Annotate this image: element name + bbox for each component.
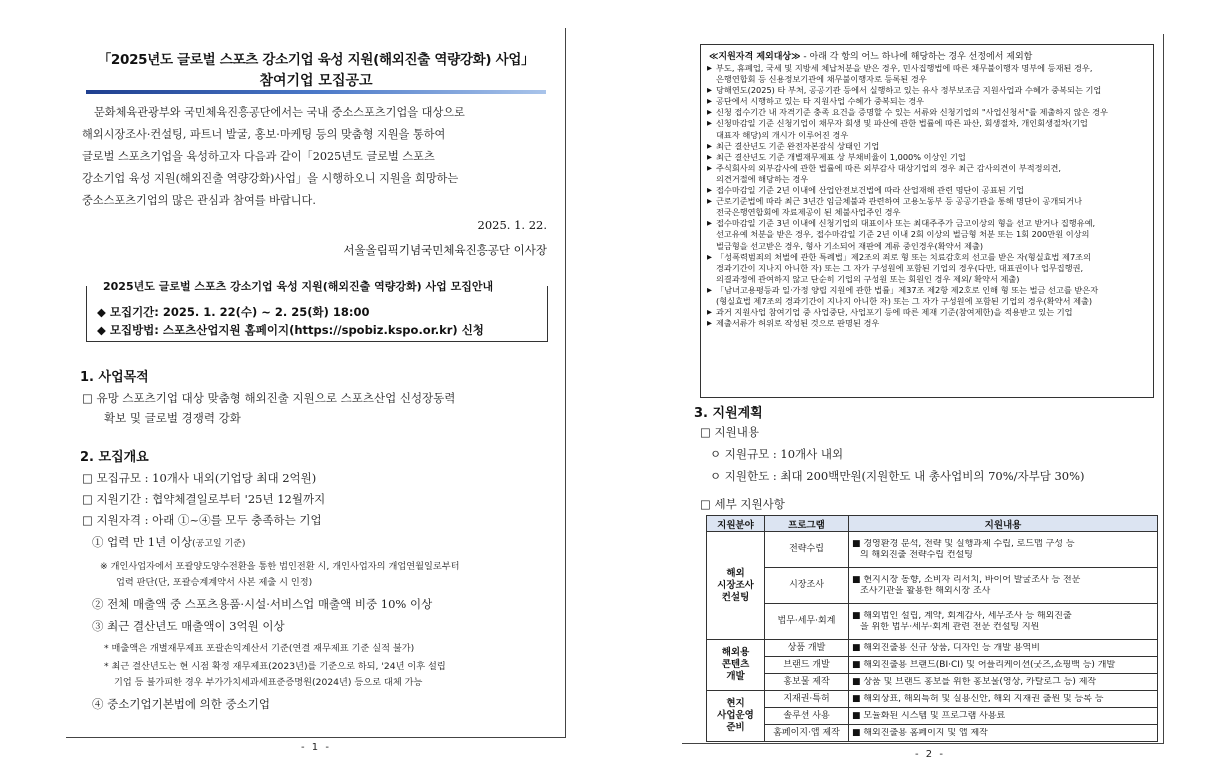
support-period: □ 지원기간 : 협약체결일로부터 '25년 12월까지 (82, 492, 326, 506)
exclusion-line: ▶ 부도, 휴폐업, 국세 및 지방세 체납처분을 받은 경우, 민사집행법에 따른 채무불이행자 명부에 등재된 경우, (716, 63, 1093, 73)
exclusion-line: ▶ 공단에서 시행하고 있는 타 지원사업 수혜가 중복되는 경우 (716, 96, 925, 107)
table-row (707, 708, 1158, 725)
support-detail-table (706, 515, 1158, 742)
exclusion-line: ▶ 최근 결산년도 기준 개별재무제표 상 부채비율이 1,000% 이상인 기업 (716, 151, 966, 162)
program-cell: 상품 개발 (765, 640, 849, 657)
announcement-date: 2025. 1. 22. (477, 218, 547, 232)
exclusion-line: ▶ 근로기준법에 따라 최근 3년간 임금체불과 관련하여 고용노동부 등 공공기관을 통해 명단이 공개되거나 (716, 196, 1083, 207)
support-field-label: 컨설팅 (721, 591, 750, 603)
content-line: 을 위한 법무·세무·회계 관련 전문 컨설팅 지원 (860, 621, 1040, 632)
exclusion-title (709, 49, 1032, 62)
exclusion-line: 선고유예 처분을 받은 경우, 접수마감일 기준 2년 이내 2회 이상의 벌금형 처분 또는 1회 200만원 이상의 (716, 229, 1090, 240)
intro-line: 문화체육관광부와 국민체육진흥공단에서는 국내 중소스포츠기업을 대상으로 (94, 106, 465, 119)
content-cell (849, 691, 1158, 708)
support-field-cell (707, 532, 765, 640)
purpose-line: □ 유망 스포츠기업 대상 맞춤형 해외진출 지원으로 스포츠산업 신성장동력 (82, 391, 456, 405)
exclusion-line: ▶ 「성폭력범죄의 처벌에 관한 특례법」제2조의 죄로 형 또는 치료감호의 선고를 받은 자(형실효법 제7조의 (716, 251, 1091, 262)
program-cell: 홈페이지·앱 제작 (765, 725, 849, 742)
qualification-item-1-sub: (공고일 기준) (192, 539, 246, 549)
notice-header: 2025년도 글로벌 스포츠 강소기업 육성 지원(해외진출 역량강화) 사업 모집안내 (99, 278, 497, 294)
table-row (707, 568, 1158, 604)
exclusion-line: ▶ 접수마감일 기준 3년 이내에 신청기업의 대표이사 또는 최대주주가 금고이상의 형을 선고 받거나 집행유예, (716, 218, 1096, 229)
table-row (707, 674, 1158, 691)
exclusion-item (707, 185, 1151, 196)
exclusion-line: 의결과정에 관여하지 않고 단순히 기업의 구성원 또는 회원인 경우 제외/ 확약서 제출) (716, 273, 1020, 284)
intro-paragraph (82, 102, 552, 212)
support-content-heading: □ 지원내용 (700, 425, 759, 439)
content-cell (849, 708, 1158, 725)
document-page-1 (66, 28, 566, 738)
content-line: ■ 해외진출용 신규 상품, 디자인 등 개발 용역비 (852, 642, 1040, 653)
intro-line: 강소기업 육성 지원(해외진출 역량강화)사업」을 시행하오니 지원을 희망하는 (82, 172, 459, 185)
qualification-note: * 매출액은 개별재무제표 포괄손익계산서 기준(연결 재무제표 기준 실적 불가) (104, 643, 415, 654)
support-field-cell (707, 640, 765, 691)
exclusion-line: (형실효법 제7조의 경과기간이 지나지 아니한 자) 또는 그 자가 구성원에 포함된 기업의 경우(확약서 제출) (716, 295, 1093, 306)
exclusion-line: 대표자 해당)의 개시가 이루어진 경우 (716, 129, 849, 140)
exclusion-line: ▶ 「남녀고용평등과 일·가정 양립 지원에 관한 법률」제37조 제2항 제2호로 인해 형 또는 벌금 선고를 받은자 (716, 284, 1099, 295)
exclusion-item (707, 252, 1151, 285)
qualification-note: 업력 판단(단, 포괄승계계약서 사본 제출 시 인정) (116, 577, 313, 588)
page-number: - 1 - (301, 742, 331, 753)
exclusion-item (707, 218, 1151, 251)
content-line: ■ 해외법인 설립, 계약, 회계감사, 세무조사 등 해외진출 (852, 610, 1072, 621)
announcement-signer: 서울올림픽기념국민체육진흥공단 이사장 (343, 243, 547, 257)
announcement-subtitle: 참여기업 모집공고 (259, 73, 373, 89)
content-line: ■ 해외진출용 홈페이지 및 앱 제작 (852, 727, 988, 738)
support-field-label: 해외용 (721, 647, 750, 658)
qualification-item-2: ② 전체 매출액 중 스포츠용품·시설·서비스업 매출액 비중 10% 이상 (92, 597, 433, 611)
exclusion-item (707, 307, 1151, 318)
exclusion-line: ▶ 주식회사의 외부감사에 관한 법률에 따른 외부감사 대상기업의 경우 최근 감사의견이 부적정의견, (716, 162, 1061, 173)
exclusion-item (707, 85, 1151, 96)
support-field-label: 사업운영 (717, 710, 754, 721)
exclusion-line: 전국은행연합회에 자료제공이 된 체불사업주인 경우 (716, 207, 901, 218)
exclusion-line: 의견거절에 해당하는 경우 (716, 173, 809, 184)
document-page-2 (682, 34, 1164, 744)
table-row (707, 604, 1158, 640)
content-line: ■ 해외진출용 브랜드(BI·CI) 및 어플리케이션(굿즈,쇼핑백 등) 개발 (852, 659, 1116, 670)
recruit-scale: □ 모집규모 : 10개사 내외(기업당 최대 2억원) (82, 471, 317, 485)
program-cell: 홍보물 제작 (765, 674, 849, 691)
support-scale: ㅇ 지원규모 : 10개사 내외 (710, 447, 844, 461)
announcement-title: 「2025년도 글로벌 스포츠 강소기업 육성 지원(해외진출 역량강화) 사업」 (97, 52, 535, 68)
content-cell (849, 640, 1158, 657)
content-cell (849, 604, 1158, 640)
qualification-note: * 최근 결산년도는 현 시점 확정 재무제표(2023년)를 기준으로 하되, '24년 이후 설립 (104, 661, 446, 672)
recruitment-notice-box (86, 280, 548, 342)
content-line: 조사기관을 활용한 해외시장 조사 (860, 585, 991, 596)
content-line: ■ 상품 및 브랜드 홍보를 위한 홍보물(영상, 카탈로그 등) 제작 (852, 676, 1097, 687)
content-cell (849, 568, 1158, 604)
exclusion-item (707, 96, 1151, 107)
content-line: ■ 현지시장 동향, 소비자 리서치, 바이어 발굴조사 등 전문 (852, 574, 1081, 585)
program-cell: 시장조사 (765, 568, 849, 604)
section-heading-plan: 3. 지원계획 (694, 406, 763, 421)
exclusion-line: ▶ 당해연도(2025) 타 부처, 공공기관 등에서 실행하고 있는 유사 정부보조금 지원사업과 수혜가 중복되는 기업 (716, 85, 1102, 96)
exclusion-line: ▶ 과거 지원사업 참여기업 중 사업중단, 사업포기 등에 따른 제재 기준(참여제한)을 적용받고 있는 기업 (716, 307, 1073, 318)
intro-line: 글로벌 스포츠기업을 육성하고자 다음과 같이「2025년도 글로벌 스포츠 (82, 150, 435, 163)
qualification: □ 지원자격 : 아래 ①~④를 모두 충족하는 기업 (82, 513, 322, 527)
table-row (707, 725, 1158, 742)
exclusion-line: ▶ 신청마감일 기준 신청기업이 채무자 회생 및 파산에 관한 법률에 따른 파산, 회생절차, 개인회생절차(기업 (716, 118, 1088, 129)
qualification-note: 기업 등 불가피한 경우 부가가치세과세표준증명원(2024년) 등으로 대체 가능 (114, 677, 423, 688)
program-cell: 전략수립 (765, 532, 849, 568)
exclusion-item (707, 163, 1151, 185)
purpose-line: 확보 및 글로벌 경쟁력 강화 (104, 411, 241, 425)
support-field-label: 준비 (726, 722, 745, 733)
content-cell (849, 674, 1158, 691)
program-cell: 브랜드 개발 (765, 657, 849, 674)
exclusion-item (707, 107, 1151, 118)
qualification-item-1 (92, 534, 245, 550)
exclusion-line: 은행연합회 등 신용정보기관에 채무불이행자로 등록된 경우 (716, 74, 927, 85)
table-header-row (707, 516, 1158, 532)
exclusion-line: 벌금형을 선고받은 경우, 형사 기소되어 재판에 계류 중인경우(확약서 제출) (716, 240, 984, 251)
section-heading-overview: 2. 모집개요 (80, 450, 149, 465)
header-field: 지원분야 (707, 516, 765, 532)
content-line: ■ 경영환경 분석, 전략 및 실행과제 수립, 로드맵 구성 등 (852, 538, 1075, 549)
exclusion-item (707, 318, 1151, 329)
exclusion-line: ▶ 최근 결산년도 기준 완전자본잠식 상태인 기업 (716, 140, 880, 151)
exclusion-list (707, 63, 1151, 329)
title-underline (86, 90, 546, 94)
qualification-item-1-main: ① 업력 만 1년 이상 (92, 535, 193, 549)
support-field-label: 콘텐츠 (721, 659, 750, 670)
exclusion-item (707, 152, 1151, 163)
support-limit: ㅇ 지원한도 : 최대 200백만원(지원한도 내 총사업비의 70%/자부담 30%) (710, 469, 1085, 483)
intro-line: 해외시장조사·컨설팅, 파트너 발굴, 홍보·마케팅 등의 맞춤형 지원을 통하여 (82, 128, 446, 141)
support-field-label: 현지 (726, 698, 745, 709)
program-cell: 법무·세무·회계 (765, 604, 849, 640)
qualification-note: ※ 개인사업자에서 포괄양도양수전환을 통한 법인전환 시, 개인사업자의 개업연월일로부터 (100, 561, 460, 572)
detail-heading: □ 세부 지원사항 (700, 497, 785, 511)
exclusion-item (707, 63, 1151, 85)
content-cell (849, 532, 1158, 568)
exclusion-line: ▶ 접수마감일 기준 2년 이내에 산업안전보건법에 따라 산업재해 관련 명단이 공표된 기업 (716, 185, 1025, 196)
program-cell: 지재권·특허 (765, 691, 849, 708)
page-number: - 2 - (915, 749, 945, 760)
table-row (707, 657, 1158, 674)
content-line: 의 해외진출 전략수립 컨설팅 (860, 549, 973, 560)
exclusion-item (707, 141, 1151, 152)
header-content: 지원내용 (849, 516, 1158, 532)
support-field-label: 시장조사 (717, 579, 754, 591)
table-row (707, 532, 1158, 568)
exclusion-title-rest: - 아래 각 항의 어느 하나에 해당하는 경우 선정에서 제외함 (800, 52, 1033, 62)
content-line: ■ 해외상표, 해외특허 및 실용신안, 해외 지재권 출원 및 등록 등 (852, 693, 1104, 704)
content-cell (849, 725, 1158, 742)
intro-line: 중소스포츠기업의 많은 관심과 참여를 바랍니다. (82, 194, 316, 207)
header-program: 프로그램 (765, 516, 849, 532)
recruitment-period: ◆ 모집기간: 2025. 1. 22(수) ~ 2. 25(화) 18:00 (97, 305, 370, 319)
support-field-label: 해외 (726, 567, 745, 579)
section-heading-purpose: 1. 사업목적 (80, 370, 149, 385)
exclusion-line: ▶ 신청 접수기간 내 자격기준 충족 요건을 증명할 수 있는 서류와 신청기업의 "사업신청서"를 제출하지 않은 경우 (716, 107, 1108, 118)
exclusion-item (707, 196, 1151, 218)
exclusion-item (707, 118, 1151, 140)
exclusion-line: ▶ 제출서류가 허위로 작성된 것으로 판명된 경우 (716, 318, 880, 329)
program-cell: 솔루션 사용 (765, 708, 849, 725)
support-field-cell (707, 691, 765, 742)
exclusion-title-bold: ≪지원자격 제외대상≫ (709, 52, 801, 62)
content-cell (849, 657, 1158, 674)
support-field-label: 개발 (726, 671, 745, 682)
qualification-item-4: ④ 중소기업기본법에 의한 중소기업 (92, 697, 270, 711)
content-line: ■ 모듈화된 시스템 및 프로그램 사용료 (852, 710, 1006, 721)
recruitment-method: ◆ 모집방법: 스포츠산업지원 홈페이지(https://spobiz.kspo.or.kr) 신청 (97, 323, 484, 337)
exclusion-line: 경과기간이 지나지 아니한 자) 또는 그 자가 구성원에 포함된 기업의 경우(다만, 대표권이나 업무집행권, (716, 262, 1084, 273)
table-row (707, 640, 1158, 657)
qualification-item-3: ③ 최근 결산년도 매출액이 3억원 이상 (92, 619, 285, 633)
exclusion-box (700, 44, 1154, 398)
table-row (707, 691, 1158, 708)
exclusion-item (707, 285, 1151, 307)
